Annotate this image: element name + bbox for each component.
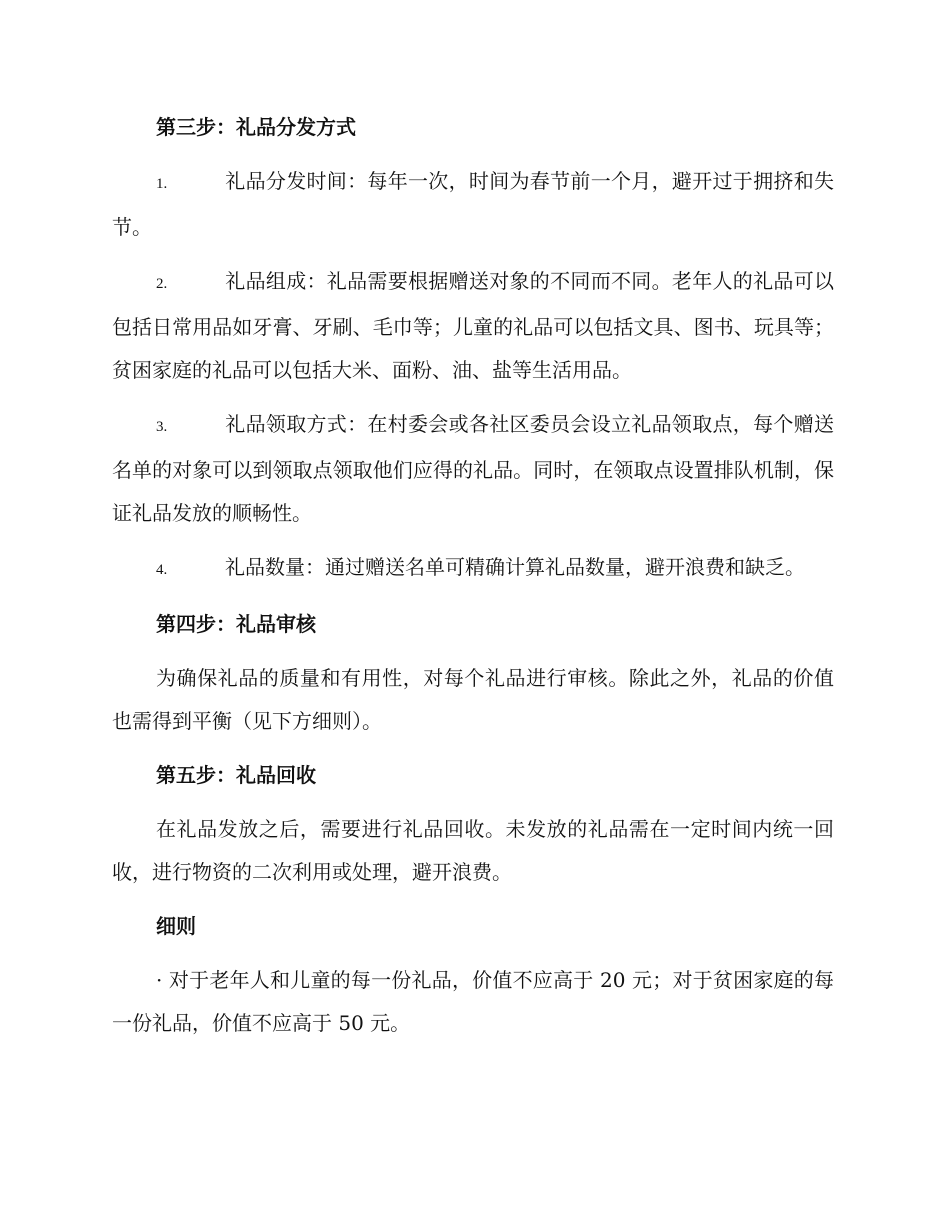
list-item-text: 礼品数量：通过赠送名单可精确计算礼品数量，避开浪费和缺乏。: [225, 555, 805, 579]
list-number: 3.: [156, 419, 168, 435]
list-item-text: 礼品分发时间：每年一次，时间为春节前一个月，避开过于拥挤和失节。: [112, 169, 834, 239]
list-item-text: 礼品组成：礼品需要根据赠送对象的不同而不同。老年人的礼品可以包括日常用品如牙膏、牙刷、毛巾等；儿童的礼品可以包括文具、图书、玩具等；贫困家庭的礼品可以包括大米、面粉、油、盐等生活用品。: [112, 269, 834, 382]
document-page: [112, 106, 834, 1045]
list-item-4: [112, 546, 834, 592]
list-number: 4.: [156, 562, 168, 578]
list-number: 1.: [156, 176, 168, 192]
paragraph-step4: 为确保礼品的质量和有用性，对每个礼品进行审核。除此之外，礼品的价值也需得到平衡（见下方细则）。: [112, 666, 834, 733]
list-item-1: [112, 160, 834, 249]
section-heading-rules: 细则: [156, 914, 196, 938]
list-number: 2.: [156, 276, 168, 292]
section-heading-step4: 第四步：礼品审核: [156, 612, 316, 636]
section-heading-step3: 第三步：礼品分发方式: [156, 115, 356, 139]
list-item-text: 礼品领取方式：在村委会或各社区委员会设立礼品领取点，每个赠送名单的对象可以到领取点领取他们应得的礼品。同时，在领取点设置排队机制，保证礼品发放的顺畅性。: [112, 412, 834, 525]
list-item-3: [112, 403, 834, 535]
paragraph-rules: · 对于老年人和儿童的每一份礼品，价值不应高于 20 元；对于贫困家庭的每一份礼品，价值不应高于 50 元。: [112, 968, 834, 1035]
paragraph-step5: 在礼品发放之后，需要进行礼品回收。未发放的礼品需在一定时间内统一回收，进行物资的二次利用或处理，避开浪费。: [112, 817, 834, 884]
list-item-2: [112, 260, 834, 392]
section-heading-step5: 第五步：礼品回收: [156, 763, 316, 787]
